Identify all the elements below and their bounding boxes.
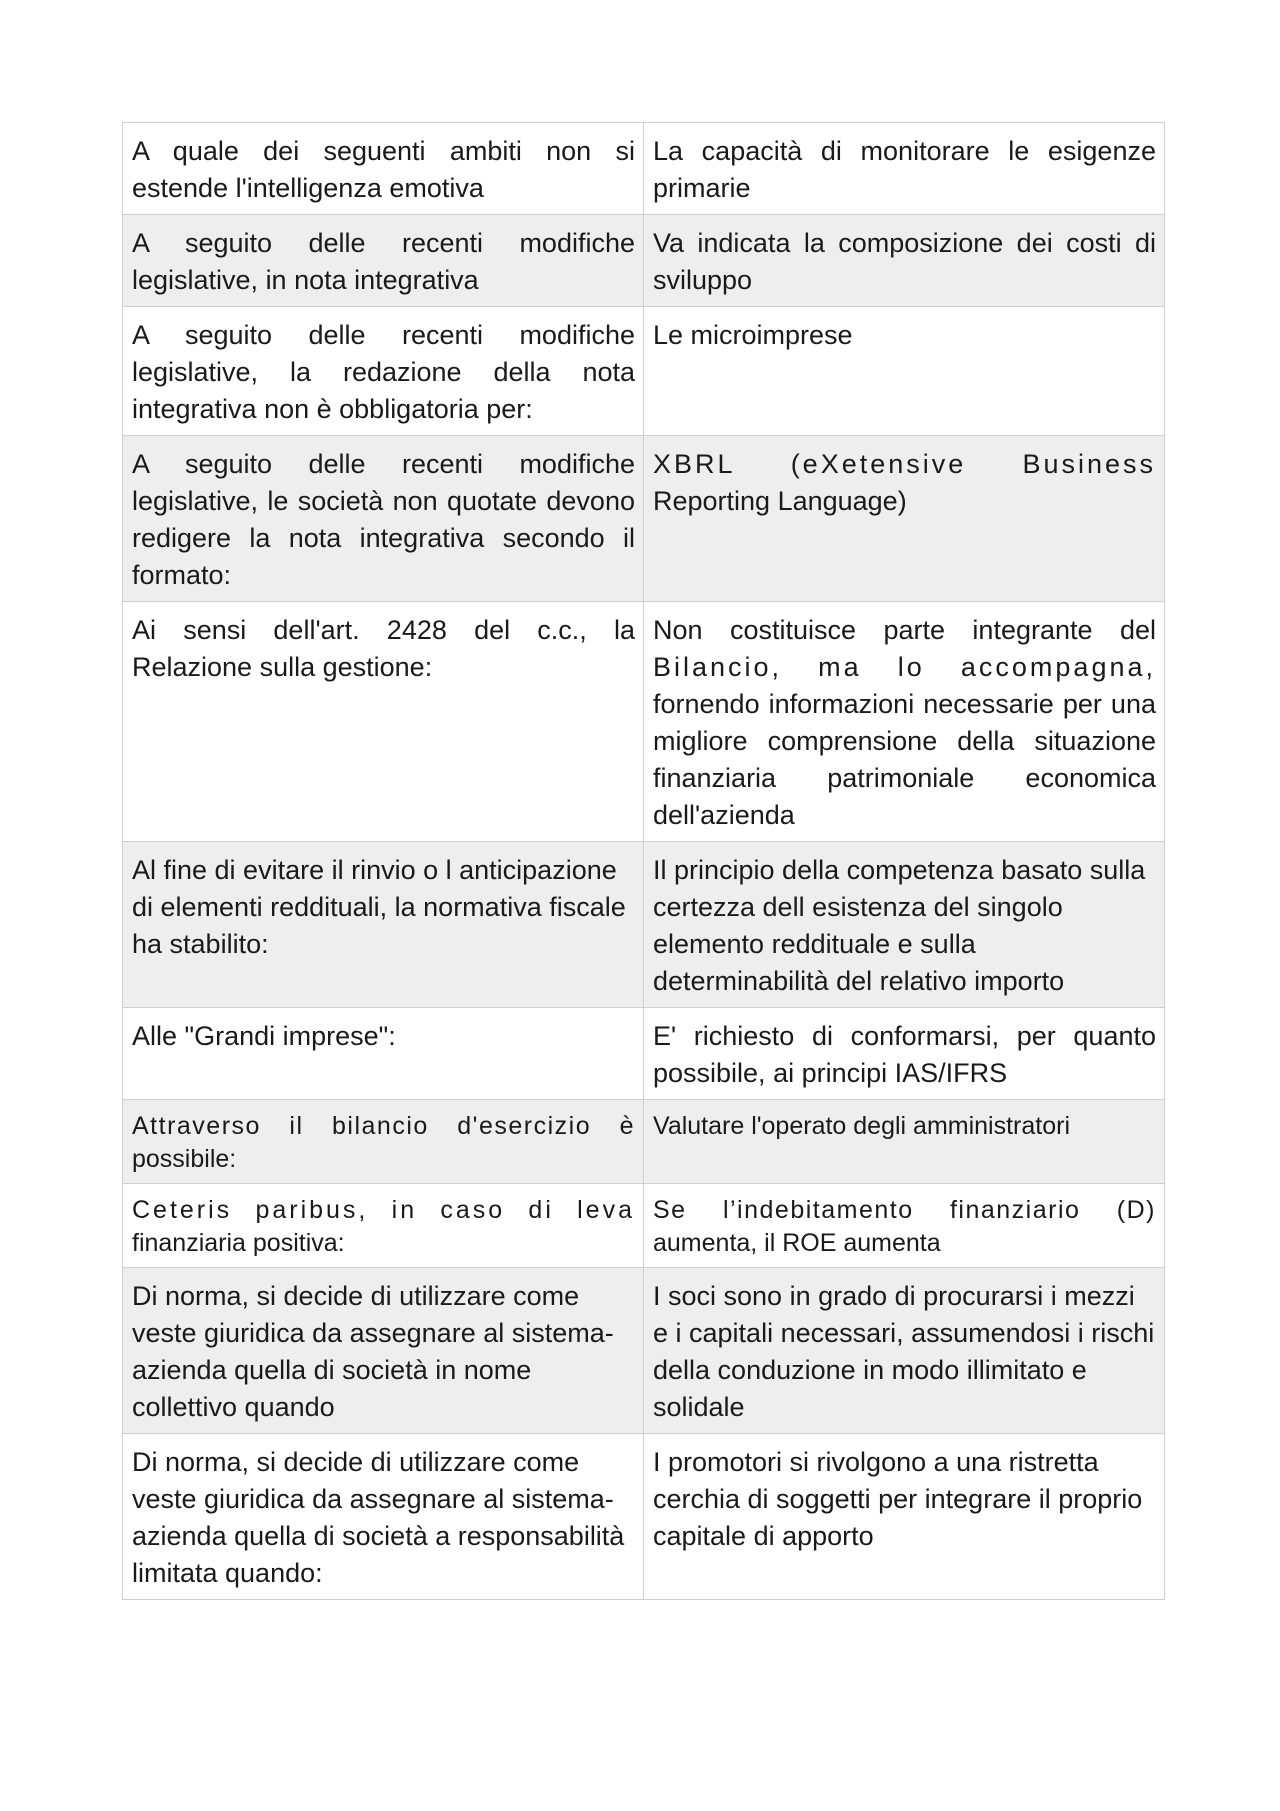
answer-text-spaced: XBRL (eXetensive Business xyxy=(653,449,1156,479)
table-row xyxy=(123,215,1165,307)
answer-text-spaced: Se l’indebitamento finanziario (D) xyxy=(653,1196,1156,1224)
answer-text: Reporting Language) xyxy=(653,486,907,516)
answer-cell: I promotori si rivolgono a una ristretta cerchia di soggetti per integrare il proprio capitale di apporto xyxy=(644,1434,1165,1600)
answer-cell: E' richiesto di conformarsi, per quanto possibile, ai principi IAS/IFRS xyxy=(644,1008,1165,1100)
question-text: finanziaria positiva: xyxy=(132,1229,345,1257)
table-row xyxy=(123,842,1165,1008)
question-cell: A seguito delle recenti modifiche legislative, le società non quotate devono redigere la nota integrativa secondo il formato: xyxy=(123,436,644,602)
question-text-spaced: Attraverso il bilancio d'esercizio è xyxy=(132,1112,635,1140)
question-text: possibile: xyxy=(132,1145,237,1173)
table-row xyxy=(123,123,1165,215)
table-row xyxy=(123,1100,1165,1184)
question-cell: A seguito delle recenti modifiche legislative, in nota integrativa xyxy=(123,215,644,307)
table-row xyxy=(123,1008,1165,1100)
answer-cell: Valutare l'operato degli amministratori xyxy=(644,1100,1165,1184)
answer-cell xyxy=(644,436,1165,602)
table-row xyxy=(123,602,1165,842)
table-row xyxy=(123,307,1165,436)
question-cell: A quale dei seguenti ambiti non si estende l'intelligenza emotiva xyxy=(123,123,644,215)
answer-cell: I soci sono in grado di procurarsi i mezzi e i capitali necessari, assumendosi i rischi della conduzione in modo illimitato e solidale xyxy=(644,1268,1165,1434)
answer-cell xyxy=(644,602,1165,842)
answer-text: fornendo informazioni necessarie per una migliore comprensione della situazione finanziaria patrimoniale economica dell'azienda xyxy=(653,689,1156,830)
answer-cell xyxy=(644,1184,1165,1268)
question-cell: Al fine di evitare il rinvio o l anticipazione di elementi reddituali, la normativa fiscale ha stabilito: xyxy=(123,842,644,1008)
question-cell: Alle "Grandi imprese": xyxy=(123,1008,644,1100)
question-cell xyxy=(123,1100,644,1184)
table-row xyxy=(123,1268,1165,1434)
table-row xyxy=(123,1184,1165,1268)
answer-text-spaced: Bilancio, ma lo accompagna, xyxy=(653,652,1156,682)
question-cell: Di norma, si decide di utilizzare come veste giuridica da assegnare al sistema-azienda quella di società in nome collettivo quando xyxy=(123,1268,644,1434)
table-row xyxy=(123,436,1165,602)
answer-cell: Va indicata la composizione dei costi di sviluppo xyxy=(644,215,1165,307)
qa-table xyxy=(122,122,1165,1600)
question-cell xyxy=(123,1184,644,1268)
answer-cell: Il principio della competenza basato sulla certezza dell esistenza del singolo elemento reddituale e sulla determinabilità del relativo importo xyxy=(644,842,1165,1008)
answer-cell: La capacità di monitorare le esigenze primarie xyxy=(644,123,1165,215)
answer-text: Non costituisce parte integrante del xyxy=(653,615,1156,645)
table-row xyxy=(123,1434,1165,1600)
question-cell: Ai sensi dell'art. 2428 del c.c., la Relazione sulla gestione: xyxy=(123,602,644,842)
question-cell: Di norma, si decide di utilizzare come veste giuridica da assegnare al sistema-azienda quella di società a responsabilità limitata quando: xyxy=(123,1434,644,1600)
answer-text: aumenta, il ROE aumenta xyxy=(653,1229,941,1257)
answer-cell: Le microimprese xyxy=(644,307,1165,436)
question-text-spaced: Ceteris paribus, in caso di leva xyxy=(132,1196,635,1224)
question-cell: A seguito delle recenti modifiche legislative, la redazione della nota integrativa non è obbligatoria per: xyxy=(123,307,644,436)
